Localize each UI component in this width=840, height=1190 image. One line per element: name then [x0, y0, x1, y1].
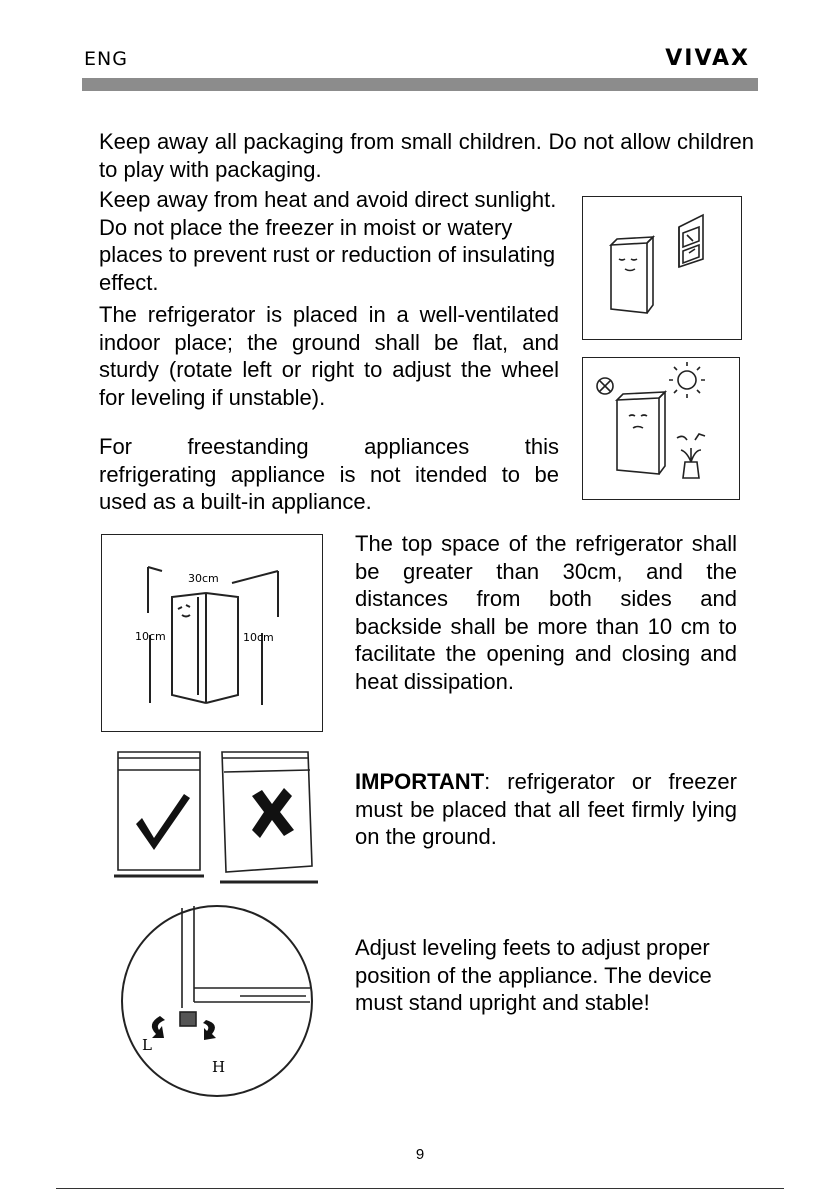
word: appliances	[364, 434, 470, 459]
word: this	[524, 434, 559, 459]
figure-fridge-window	[582, 196, 742, 340]
clearance-left-label: 10cm	[135, 630, 166, 643]
freestanding-first-line	[99, 433, 559, 461]
paragraph-ventilation: The refrigerator is placed in a well-ventilated indoor place; the ground shall be flat, and sturdy (rotate left or right to adjust the wheel for leveling if unstable).	[99, 302, 559, 410]
clearance-illustration	[102, 535, 322, 731]
freestanding-rest: refrigerating appliance is not itended to be used as a built-in appliance.	[99, 461, 559, 514]
paragraph-important	[355, 768, 737, 851]
high-label: H	[212, 1058, 226, 1076]
header-divider	[82, 78, 758, 91]
leveling-feet-illustration	[120, 904, 314, 1098]
clearance-right-label: 10cm	[243, 631, 274, 644]
paragraph-heat: Keep away from heat and avoid direct sunlight. Do not place the freezer in moist or watery places to prevent rust or reduction of insulating effect.	[99, 187, 557, 295]
no-heat-illustration	[583, 358, 739, 499]
language-label: ENG	[84, 48, 128, 70]
paragraph-packaging: Keep away all packaging from small children. Do not allow children to play with packaging.	[99, 129, 754, 182]
page-number: 9	[415, 1146, 425, 1163]
paragraph-leveling: Adjust leveling feets to adjust proper position of the appliance. The device must stand upright and stable!	[355, 935, 712, 1015]
figure-no-heat-moisture	[582, 357, 740, 500]
rotate-right-icon	[203, 1020, 216, 1040]
figure-feet-placement	[112, 746, 322, 884]
feet-placement-illustration	[112, 746, 322, 884]
figure-leveling-feet	[120, 904, 314, 1098]
figure-clearance	[101, 534, 323, 732]
rotate-left-icon	[152, 1016, 165, 1038]
paragraph-clearance: The top space of the refrigerator shall be greater than 30cm, and the distances from both sides and backside shall be more than 10 cm to facilitate the opening and closing and heat dissipation.	[355, 531, 737, 694]
footer-divider	[56, 1188, 784, 1189]
check-mark-icon	[136, 794, 190, 850]
important-text: : refrigerator or freezer must be placed that all feet firmly lying on the ground.	[355, 769, 737, 849]
cross-mark-icon	[252, 788, 294, 838]
clearance-top-label: 30cm	[188, 572, 219, 585]
word: For	[99, 434, 132, 459]
important-label: IMPORTANT	[355, 769, 485, 794]
paragraph-freestanding	[99, 433, 559, 516]
low-label: L	[142, 1036, 152, 1054]
word: freestanding	[187, 434, 309, 459]
fridge-window-illustration	[583, 197, 741, 339]
brand-logo: VIVAX	[665, 46, 750, 71]
